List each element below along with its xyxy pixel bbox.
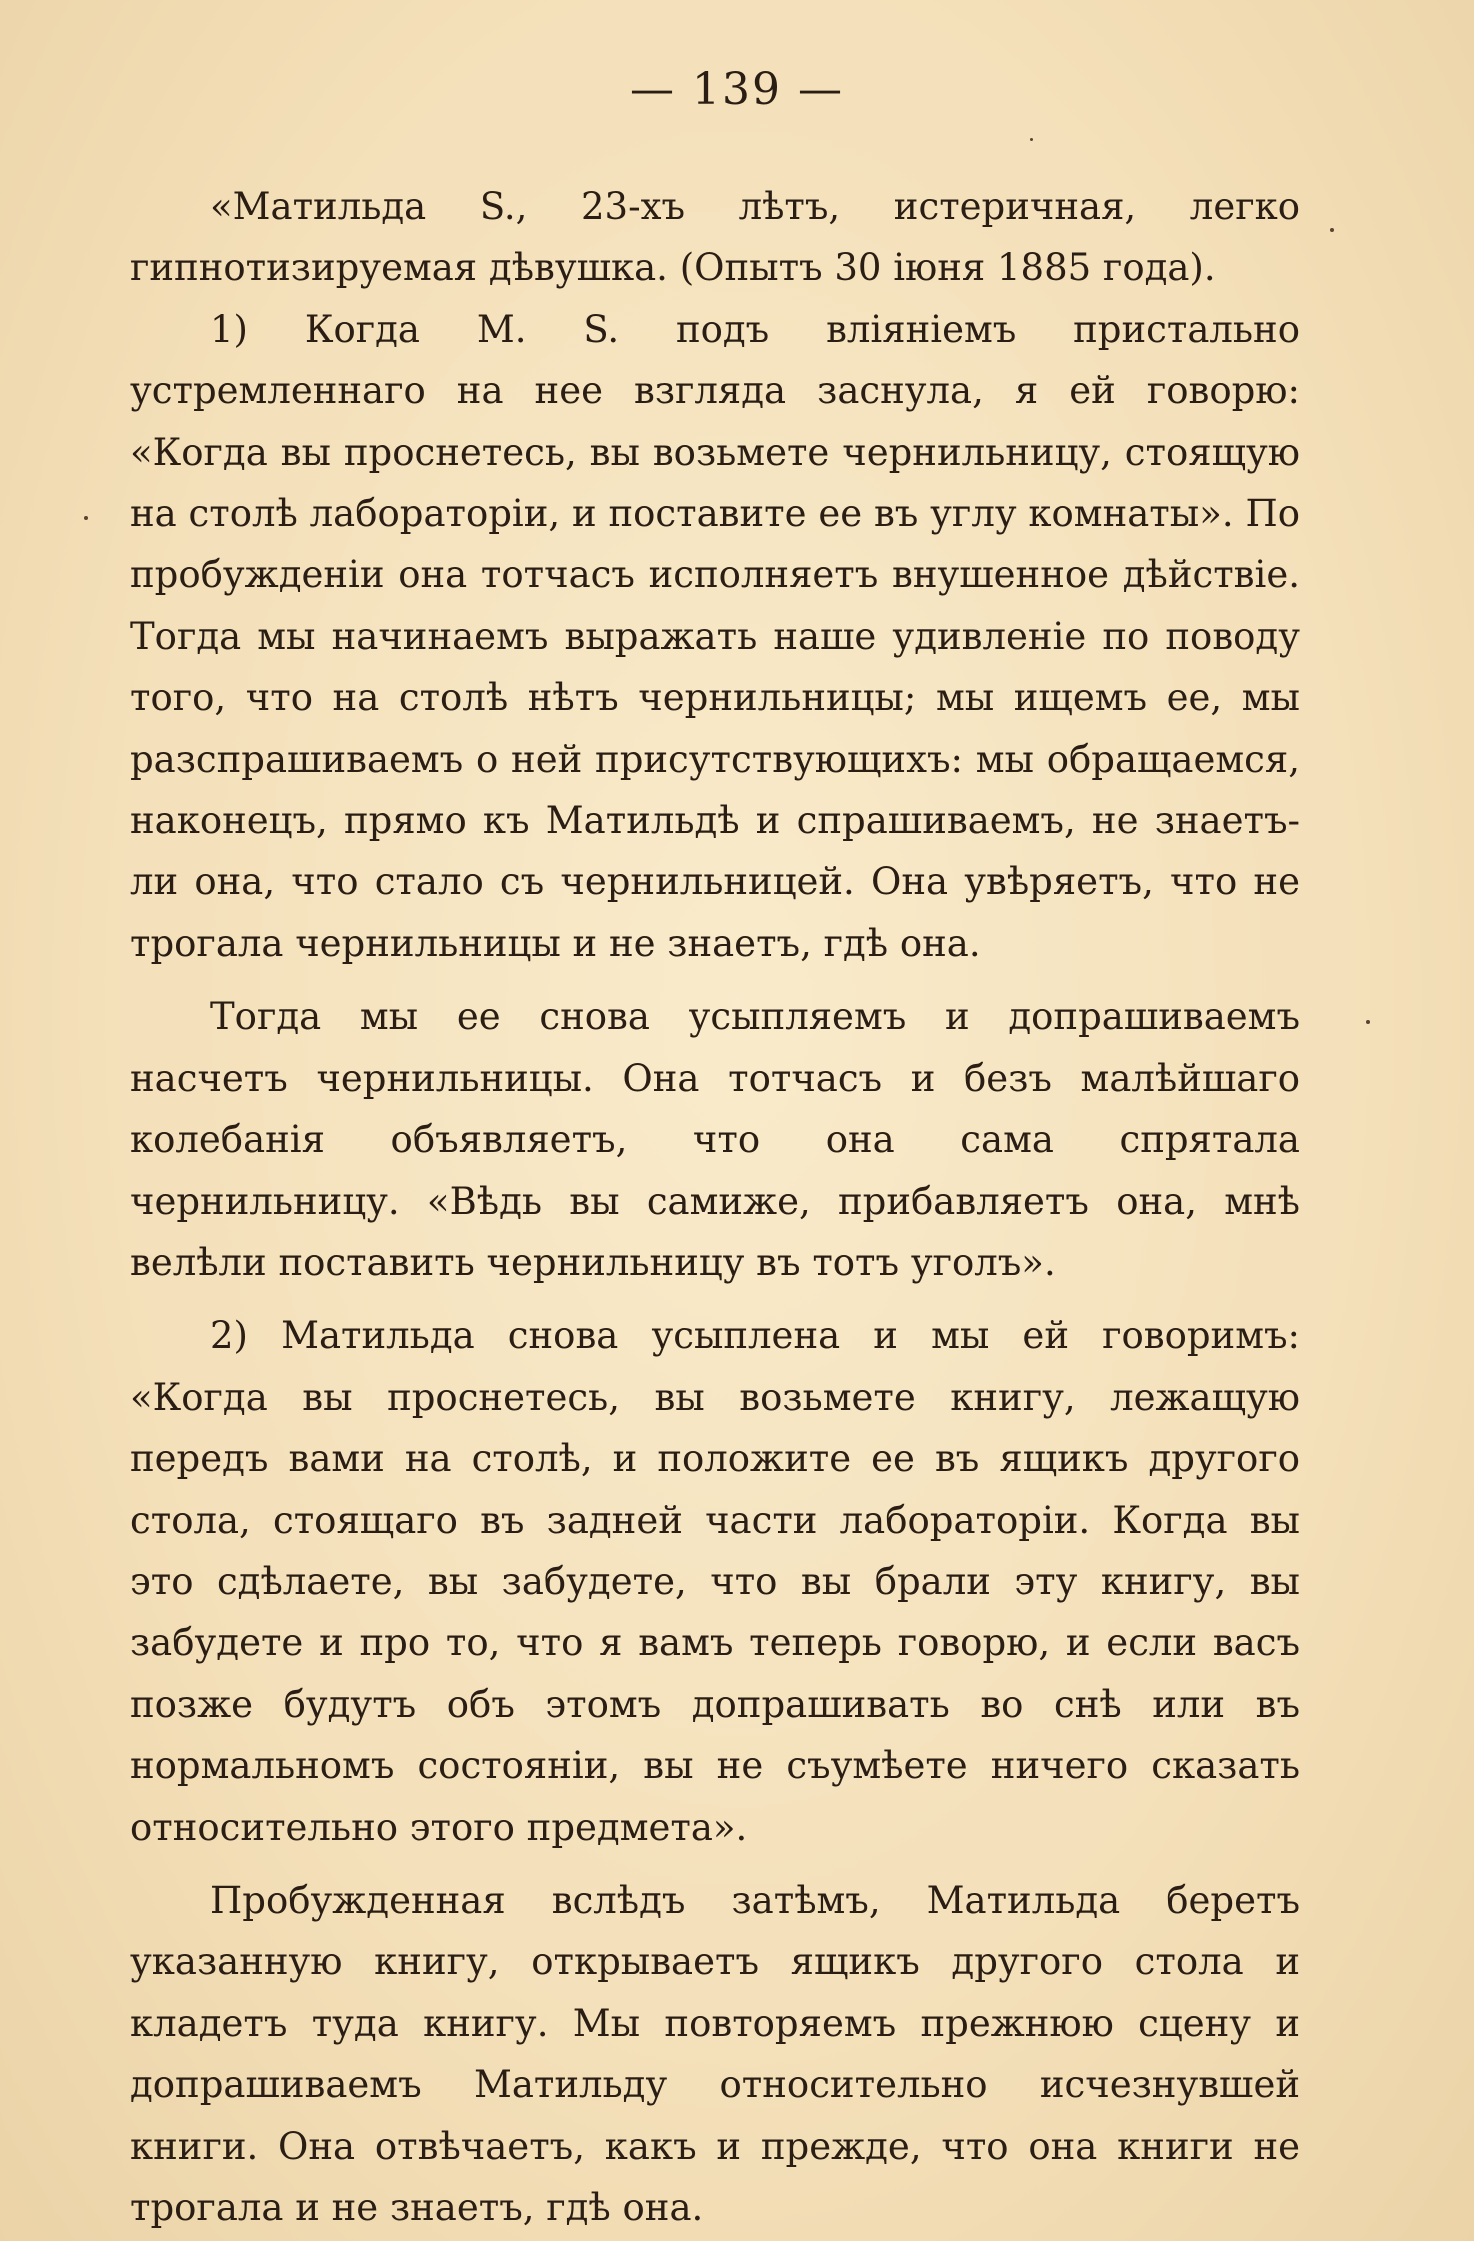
paper-speck <box>1030 138 1033 141</box>
paragraph-intro: «Матильда S., 23-хъ лѣтъ, истеричная, легко гипнотизируемая дѣвушка. (Опытъ 30 іюня 1885 года). <box>130 185 1300 290</box>
paper-speck <box>1330 228 1334 232</box>
body-text <box>130 176 1300 2238</box>
paragraph-experiment-1: 1) Когда М. S. подъ вліяніемъ пристально устремленнаго на нее взгляда заснула, я ей говорю: «Когда вы проснетесь, вы возьмете чернильницу, стоящую на столѣ лабораторіи, и поставите ее въ углу комнаты». По пробужденіи она тотчасъ исполняетъ внушенное дѣйствіе. Тогда мы начинаемъ выражать наше удивленіе по поводу того, что на столѣ нѣтъ чернильницы; мы ищемъ ее, мы разспрашиваемъ о ней присутствующихъ: мы обращаемся, наконецъ, прямо къ Матильдѣ и спрашиваемъ, не знаетъ-ли она, что стало съ чернильницей. Она увѣряетъ, что не трогала чернильницы и не знаетъ, гдѣ она. <box>130 307 1300 965</box>
paragraph-interrogation-1: Тогда мы ее снова усыпляемъ и допрашиваемъ насчетъ чернильницы. Она тотчасъ и безъ малѣйшаго колебанія объявляетъ, что она сама спрятала чернильницу. «Вѣдь вы самиже, прибавляетъ она, мнѣ велѣли поставить чернильницу въ тотъ уголъ». <box>130 995 1300 1284</box>
page-number: — 139 — <box>630 64 844 115</box>
paper-speck <box>84 516 88 520</box>
paragraph-interrogation-2: Пробужденная вслѣдъ затѣмъ, Матильда беретъ указанную книгу, открываетъ ящикъ другого стола и кладетъ туда книгу. Мы повторяемъ прежнюю сцену и допрашиваемъ Матильду относительно исчезнувшей книги. Она отвѣчаетъ, какъ и прежде, что она книги не трогала и не знаетъ, гдѣ она. <box>130 1878 1300 2229</box>
paragraph-experiment-2: 2) Матильда снова усыплена и мы ей говоримъ: «Когда вы проснетесь, вы возьмете книгу, лежащую передъ вами на столѣ, и положите ее въ ящикъ другого стола, стоящаго въ задней части лабораторіи. Когда вы это сдѣлаете, вы забудете, что вы брали эту книгу, вы забудете и про то, что я вамъ теперь говорю, и если васъ позже будутъ объ этомъ допрашивать во снѣ или въ нормальномъ состояніи, вы не съумѣете ничего сказать относительно этого предмета». <box>130 1314 1300 1849</box>
paper-speck <box>1366 1020 1370 1024</box>
